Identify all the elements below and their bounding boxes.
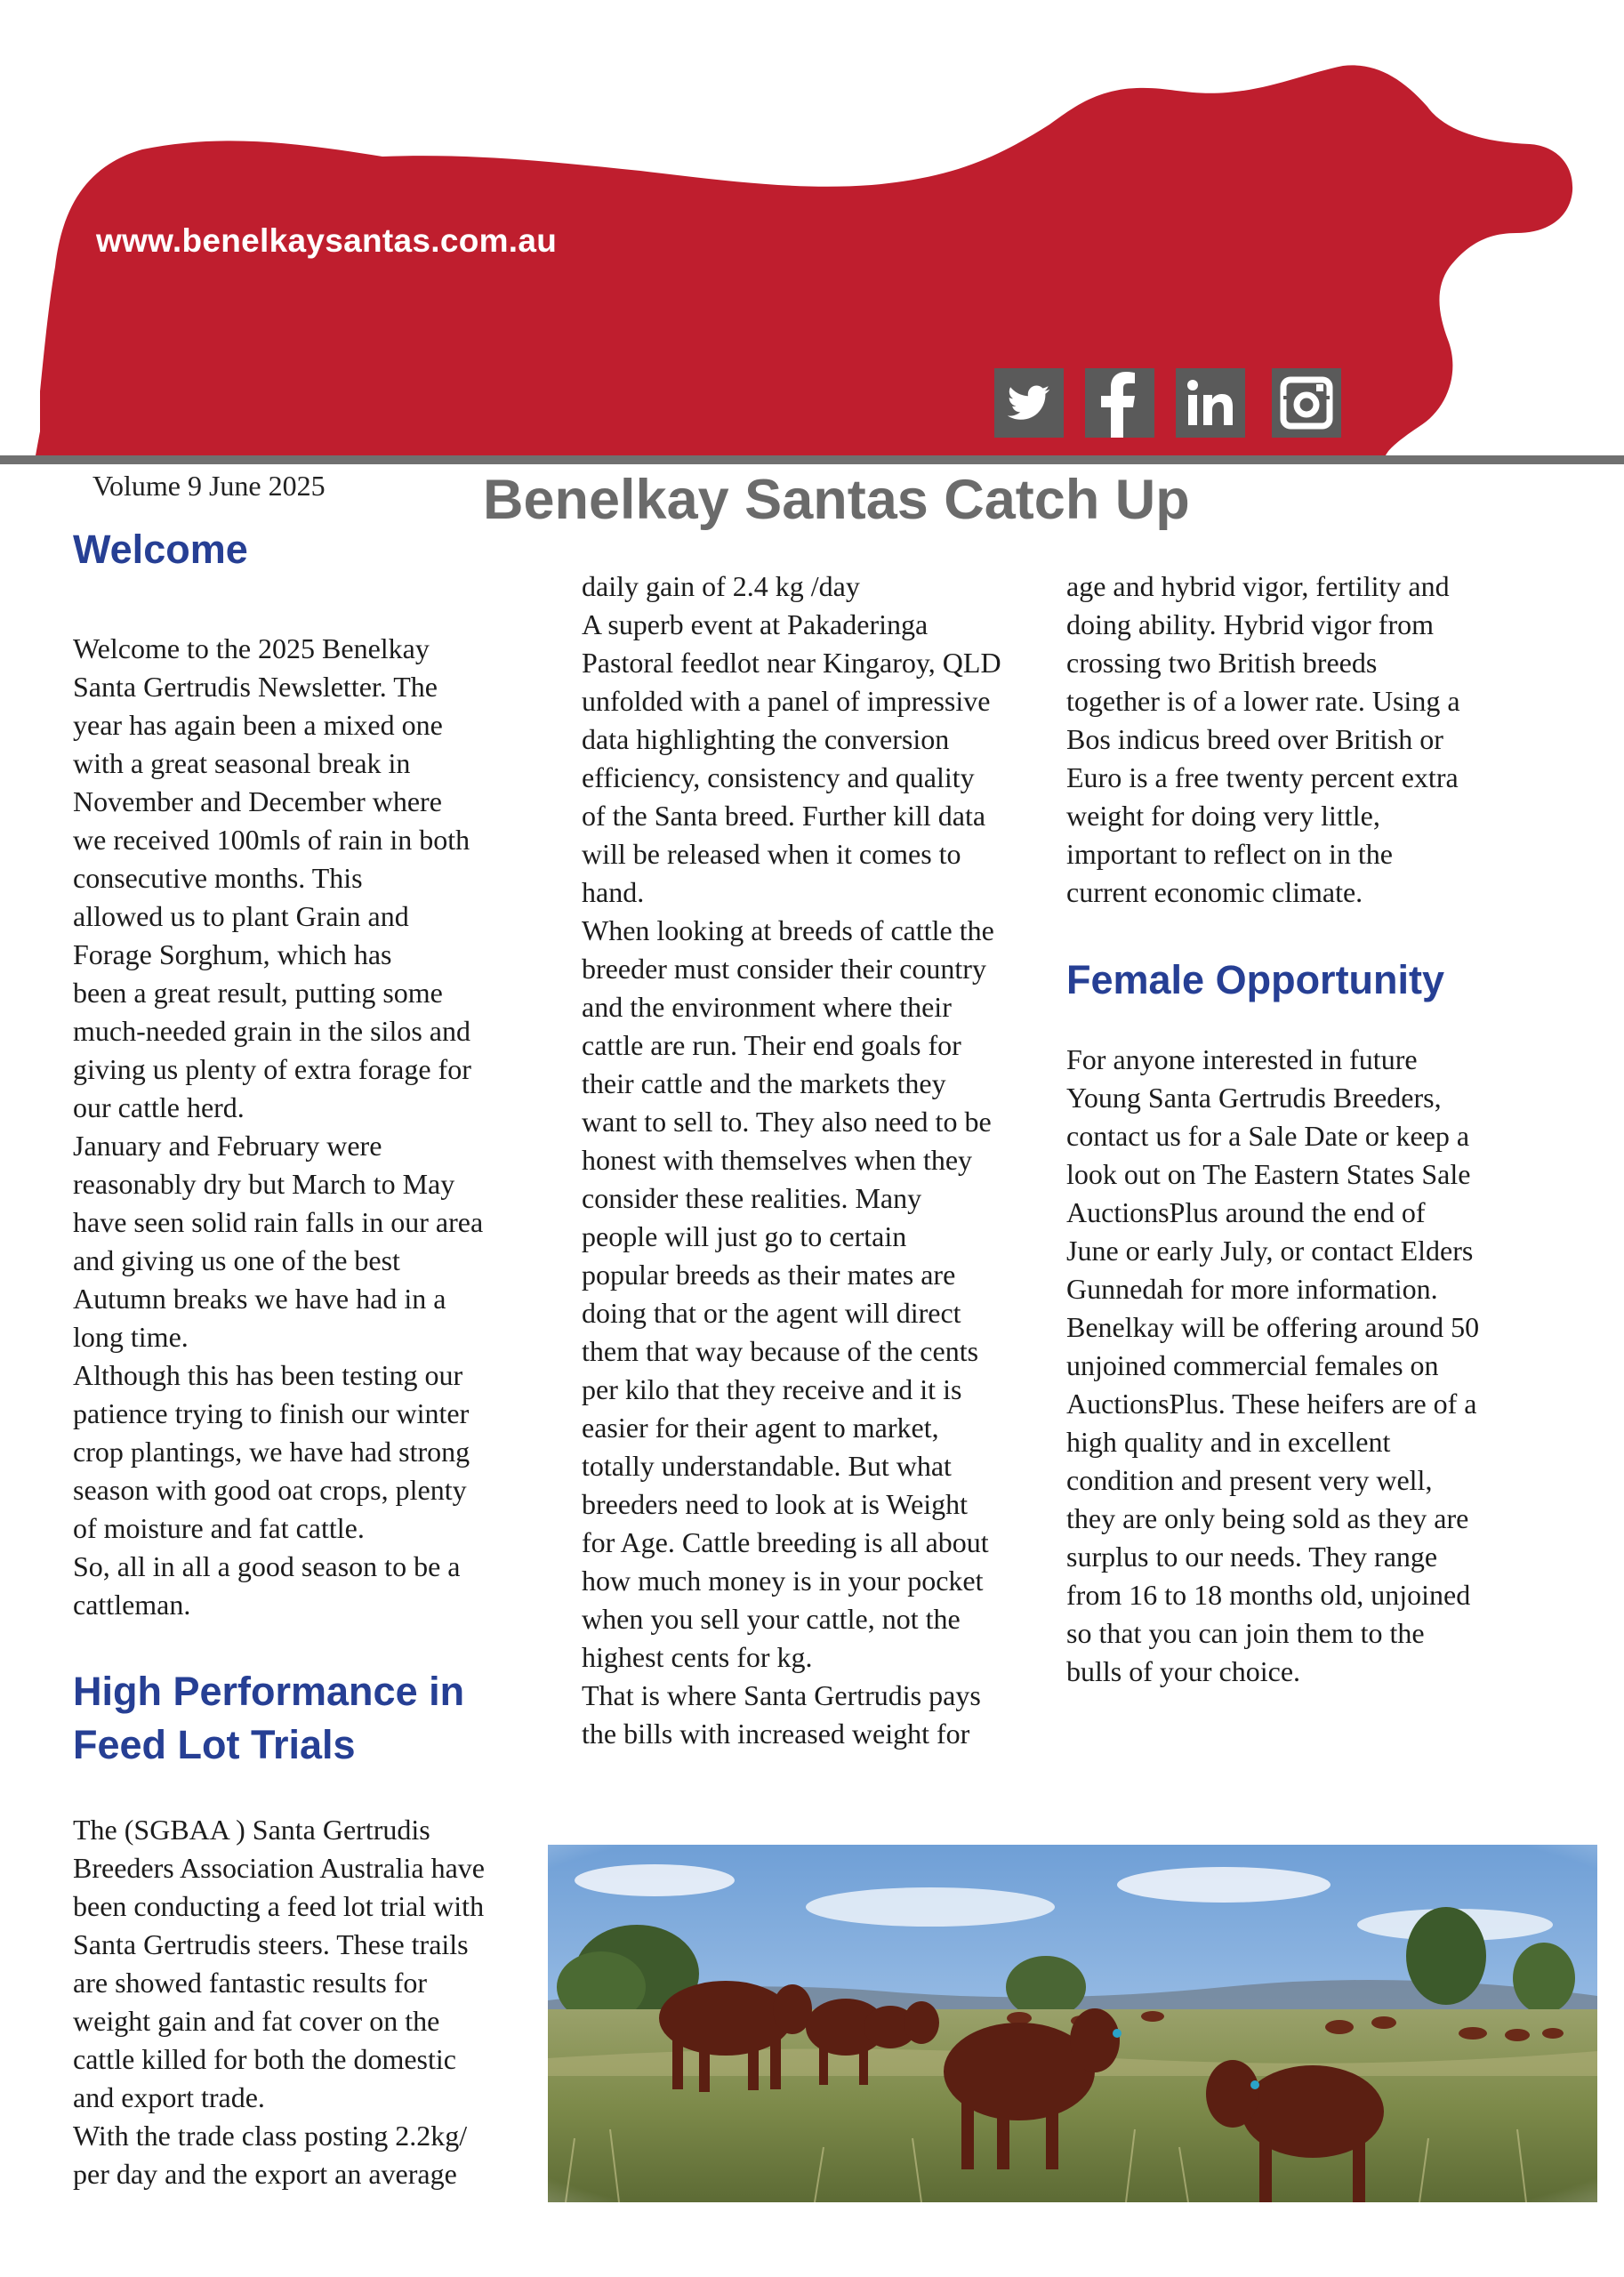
text-line: Young Santa Gertrudis Breeders, bbox=[1066, 1082, 1442, 1114]
text-line: That is where Santa Gertrudis pays bbox=[582, 1679, 981, 1711]
text-line: data highlighting the conversion bbox=[582, 723, 950, 755]
text-line: reasonably dry but March to May bbox=[73, 1168, 455, 1200]
text-line: Bos indicus breed over British or bbox=[1066, 723, 1443, 755]
text-line: AuctionsPlus around the end of bbox=[1066, 1196, 1426, 1228]
female-opportunity-body bbox=[1066, 1041, 1564, 1691]
text-line: have seen solid rain falls in our area bbox=[73, 1206, 484, 1238]
text-line: June or early July, or contact Elders bbox=[1066, 1235, 1474, 1267]
text-line: Santa Gertrudis Newsletter. The bbox=[73, 671, 438, 703]
text-line: AuctionsPlus. These heifers are of a bbox=[1066, 1388, 1477, 1420]
text-line: and export trade. bbox=[73, 2081, 265, 2113]
text-line: their cattle and the markets they bbox=[582, 1067, 946, 1099]
volume-date: Volume 9 June 2025 bbox=[92, 470, 326, 502]
text-line: our cattle herd. bbox=[73, 1091, 245, 1123]
text-line: condition and present very well, bbox=[1066, 1464, 1433, 1496]
facebook-icon[interactable] bbox=[1085, 368, 1154, 438]
text-line: easier for their agent to market, bbox=[582, 1412, 939, 1444]
text-line: weight gain and fat cover on the bbox=[73, 2005, 440, 2037]
text-line: highest cents for kg. bbox=[582, 1641, 813, 1673]
text-line: surplus to our needs. They range bbox=[1066, 1541, 1438, 1573]
text-line: important to reflect on in the bbox=[1066, 838, 1393, 870]
text-line: efficiency, consistency and quality bbox=[582, 761, 975, 793]
header-banner bbox=[0, 0, 1624, 471]
text-line: doing that or the agent will direct bbox=[582, 1297, 961, 1329]
newsletter-title: Benelkay Santas Catch Up bbox=[483, 469, 1190, 531]
text-line: doing ability. Hybrid vigor from bbox=[1066, 608, 1434, 640]
text-line: with a great seasonal break in bbox=[73, 747, 411, 779]
text-line: totally understandable. But what bbox=[582, 1450, 952, 1482]
header-divider bbox=[0, 455, 1624, 464]
text-line: crossing two British breeds bbox=[1066, 647, 1378, 679]
text-line: of moisture and fat cattle. bbox=[73, 1512, 365, 1544]
text-line: Gunnedah for more information. bbox=[1066, 1273, 1438, 1305]
text-line: breeder must consider their country bbox=[582, 953, 986, 985]
text-line: per day and the export an average bbox=[73, 2158, 457, 2190]
text-line: they are only being sold as they are bbox=[1066, 1502, 1469, 1534]
text-line: crop plantings, we have had strong bbox=[73, 1436, 470, 1468]
text-line: hand. bbox=[582, 876, 645, 908]
text-line: for Age. Cattle breeding is all about bbox=[582, 1526, 989, 1558]
text-line: per kilo that they receive and it is bbox=[582, 1373, 962, 1405]
feedlot-heading bbox=[73, 1665, 464, 1772]
text-line: high quality and in excellent bbox=[1066, 1426, 1391, 1458]
text-line: age and hybrid vigor, fertility and bbox=[1066, 570, 1450, 602]
text-line: Santa Gertrudis steers. These trails bbox=[73, 1928, 469, 1960]
website-url[interactable]: www.benelkaysantas.com.au bbox=[96, 222, 558, 259]
text-line: will be released when it comes to bbox=[582, 838, 961, 870]
text-line: Pastoral feedlot near Kingaroy, QLD bbox=[582, 647, 1001, 679]
text-line: and giving us one of the best bbox=[73, 1244, 400, 1276]
text-line: With the trade class posting 2.2kg/ bbox=[73, 2120, 468, 2152]
text-line: people will just go to certain bbox=[582, 1220, 907, 1252]
welcome-body bbox=[73, 630, 553, 1624]
text-line: unfolded with a panel of impressive bbox=[582, 685, 991, 717]
text-line: Euro is a free twenty percent extra bbox=[1066, 761, 1459, 793]
text-line: we received 100mls of rain in both bbox=[73, 824, 470, 856]
text-line: want to sell to. They also need to be bbox=[582, 1106, 992, 1138]
text-line: popular breeds as their mates are bbox=[582, 1259, 956, 1291]
text-line: daily gain of 2.4 kg /day bbox=[582, 570, 860, 602]
text-line: consider these realities. Many bbox=[582, 1182, 922, 1214]
linkedin-icon[interactable] bbox=[1176, 368, 1245, 438]
text-line: bulls of your choice. bbox=[1066, 1655, 1301, 1687]
instagram-icon[interactable] bbox=[1272, 368, 1341, 438]
text-line: season with good oat crops, plenty bbox=[73, 1474, 467, 1506]
text-line: together is of a lower rate. Using a bbox=[1066, 685, 1460, 717]
text-line: been a great result, putting some bbox=[73, 977, 443, 1009]
text-line: A superb event at Pakaderinga bbox=[582, 608, 929, 640]
text-line: cattleman. bbox=[73, 1589, 191, 1621]
cattle-photo bbox=[548, 1845, 1597, 2202]
text-line: breeders need to look at is Weight bbox=[582, 1488, 969, 1520]
text-line: patience trying to finish our winter bbox=[73, 1397, 470, 1429]
text-line: Welcome to the 2025 Benelkay bbox=[73, 632, 430, 664]
text-line: honest with themselves when they bbox=[582, 1144, 973, 1176]
text-line: giving us plenty of extra forage for bbox=[73, 1053, 471, 1085]
text-line: when you sell your cattle, not the bbox=[582, 1603, 961, 1635]
text-line: look out on The Eastern States Sale bbox=[1066, 1158, 1471, 1190]
text-line: Benelkay will be offering around 50 bbox=[1066, 1311, 1480, 1343]
feedlot-heading-line2: Feed Lot Trials bbox=[73, 1722, 356, 1767]
text-line: So, all in all a good season to be a bbox=[73, 1550, 461, 1582]
feedlot-body bbox=[73, 1811, 553, 2193]
text-line: how much money is in your pocket bbox=[582, 1565, 984, 1597]
text-line: current economic climate. bbox=[1066, 876, 1363, 908]
text-line: year has again been a mixed one bbox=[73, 709, 443, 741]
text-line: of the Santa breed. Further kill data bbox=[582, 800, 986, 832]
text-line: and the environment where their bbox=[582, 991, 952, 1023]
text-line: cattle are run. Their end goals for bbox=[582, 1029, 961, 1061]
text-line: January and February were bbox=[73, 1130, 382, 1162]
text-line: are showed fantastic results for bbox=[73, 1967, 428, 1999]
text-line: the bills with increased weight for bbox=[582, 1718, 970, 1750]
text-line: weight for doing very little, bbox=[1066, 800, 1380, 832]
text-line: long time. bbox=[73, 1321, 189, 1353]
text-line: Although this has been testing our bbox=[73, 1359, 463, 1391]
column3-body bbox=[1066, 567, 1564, 912]
text-line: The (SGBAA ) Santa Gertrudis bbox=[73, 1814, 430, 1846]
text-line: them that way because of the cents bbox=[582, 1335, 979, 1367]
text-line: Autumn breaks we have had in a bbox=[73, 1283, 446, 1315]
text-line: For anyone interested in future bbox=[1066, 1043, 1418, 1075]
text-line: Forage Sorghum, which has bbox=[73, 938, 392, 970]
welcome-heading: Welcome bbox=[73, 527, 248, 572]
text-line: consecutive months. This bbox=[73, 862, 363, 894]
feedlot-heading-line1: High Performance in bbox=[73, 1669, 465, 1714]
text-line: Breeders Association Australia have bbox=[73, 1852, 485, 1884]
text-line: been conducting a feed lot trial with bbox=[73, 1890, 485, 1922]
text-line: When looking at breeds of cattle the bbox=[582, 914, 994, 946]
female-opportunity-heading: Female Opportunity bbox=[1066, 957, 1445, 1002]
twitter-icon[interactable] bbox=[994, 368, 1064, 438]
text-line: from 16 to 18 months old, unjoined bbox=[1066, 1579, 1471, 1611]
text-line: much-needed grain in the silos and bbox=[73, 1015, 470, 1047]
text-line: contact us for a Sale Date or keep a bbox=[1066, 1120, 1470, 1152]
column2-body bbox=[582, 567, 1062, 1753]
text-line: cattle killed for both the domestic bbox=[73, 2043, 456, 2075]
text-line: so that you can join them to the bbox=[1066, 1617, 1425, 1649]
text-line: November and December where bbox=[73, 785, 442, 817]
text-line: allowed us to plant Grain and bbox=[73, 900, 409, 932]
text-line: unjoined commercial females on bbox=[1066, 1349, 1439, 1381]
